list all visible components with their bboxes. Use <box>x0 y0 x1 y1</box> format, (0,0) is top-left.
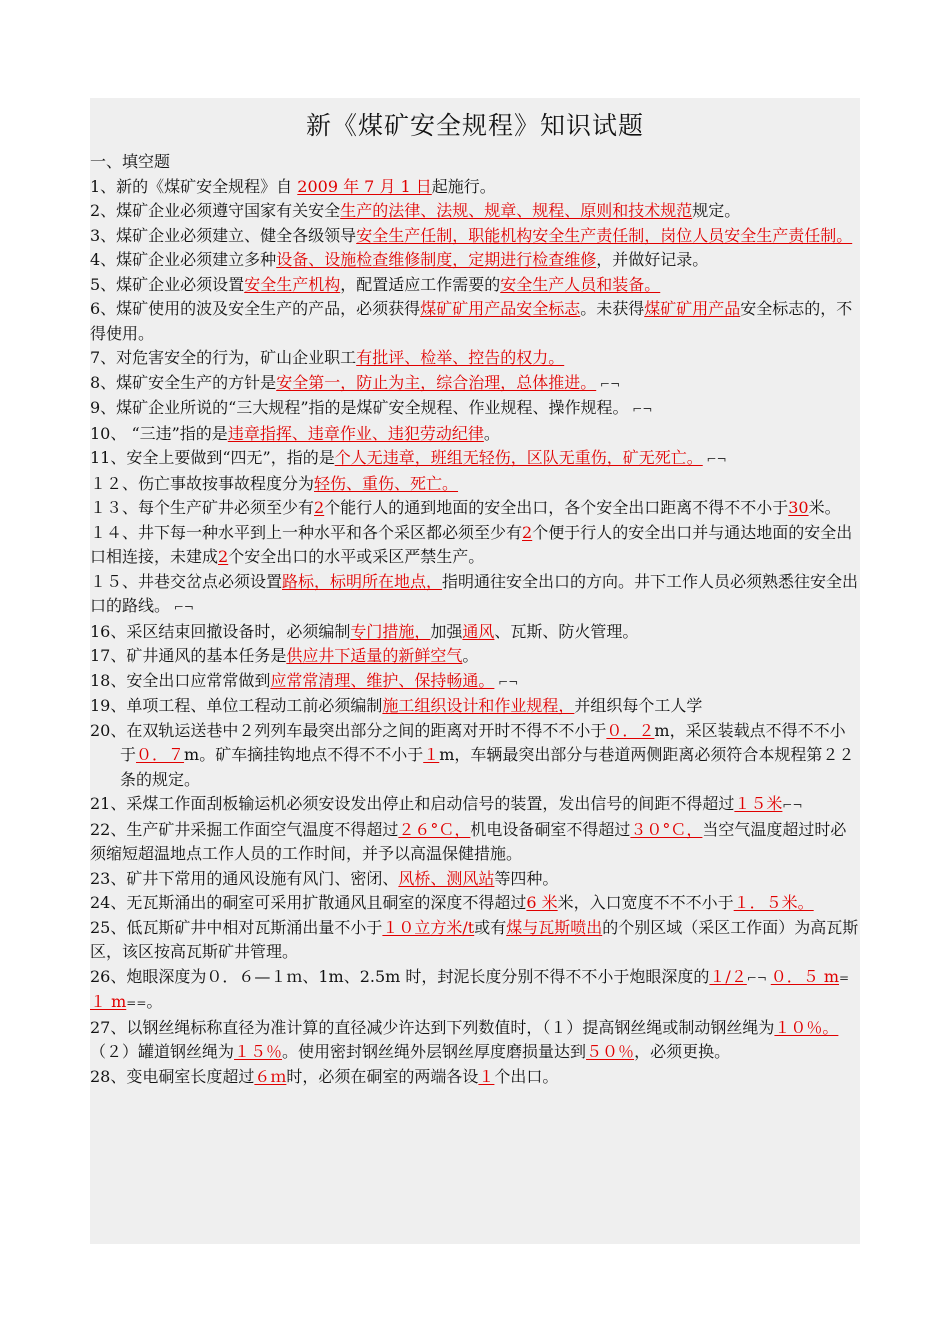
answer-text: 个人无违章，班组无轻伤，区队无重伤，矿无死亡。 <box>334 448 703 467</box>
question-text: 指明通往安全出口的方向。井下工作人员必须熟悉往安全出口的路线。 <box>90 571 859 615</box>
question-text: 个出口。 <box>494 1066 559 1086</box>
question-item <box>90 273 860 298</box>
question-item <box>90 346 860 371</box>
question-item <box>90 916 860 965</box>
question-text: 10、 “三违”指的是 <box>90 423 228 443</box>
question-text: 加强 <box>430 621 463 641</box>
question-text: １３、每个生产矿井必须至少有 <box>90 498 315 517</box>
question-text: 4、煤矿企业必须建立多种 <box>90 250 277 269</box>
question-item <box>90 1065 860 1090</box>
question-text: 11、安全上要做到“四无”，指的是 <box>90 448 335 467</box>
answer-text: 煤矿矿用产品 <box>644 299 741 318</box>
question-item <box>90 719 860 793</box>
question-item <box>90 792 860 818</box>
question-text: 规定。 <box>692 201 741 220</box>
question-item <box>90 396 860 422</box>
question-text: 。 <box>462 646 479 665</box>
answer-text: 安全生产机构 <box>244 274 341 294</box>
answer-text: 2 <box>314 498 325 517</box>
question-text: 时，必须在硐室的两端各设 <box>286 1066 479 1086</box>
answer-text: 30 <box>788 498 809 517</box>
question-item <box>90 496 860 521</box>
question-item <box>90 570 860 620</box>
answer-text: 安全生产人员和装备。 <box>500 274 661 294</box>
question-item <box>90 694 860 719</box>
question-item <box>90 867 860 892</box>
question-text: 5、煤矿企业必须设置 <box>90 274 245 294</box>
answer-text: ５０％ <box>586 1042 635 1061</box>
answer-text: ３０°Ｃ， <box>630 819 703 839</box>
answer-text: 路标，标明所在地点， <box>282 571 443 591</box>
edit-mark: ⌐¬ <box>628 402 653 416</box>
question-item <box>90 669 860 695</box>
question-text: 23、矿井下常用的通风设施有风门、密闭、 <box>90 868 399 888</box>
answer-text: 2009 年 7 月 1 日 <box>297 176 432 196</box>
question-text: 当空气温度超过时必须缩短超温地点工作人员的工作时间，并予以高温保健措施。 <box>90 819 847 863</box>
question-item <box>90 891 860 916</box>
question-text: m，车辆最突出部分与巷道两侧距离必须符合本规程第２２条的规定。 <box>120 745 855 789</box>
answer-text: 煤与瓦斯喷出 <box>506 917 603 937</box>
question-item <box>90 521 860 570</box>
answer-text: 施工组织设计和作业规程， <box>382 696 575 715</box>
question-text: 1、新的《煤矿安全规程》自 <box>90 176 298 196</box>
edit-mark: ⌐¬ <box>170 600 194 614</box>
question-text: 、瓦斯、防火管理。 <box>494 621 639 641</box>
question-text: 个能行人的通到地面的安全出口，各个安全出口距离不得不不小于 <box>324 498 789 517</box>
question-text: 或有 <box>474 917 507 937</box>
question-text: 27、以钢丝绳标称直径为准计算的直径减少许达到下列数值时，（１）提高钢丝绳或制动钢丝绳为 <box>90 1017 775 1037</box>
question-text: 3、煤矿企业必须建立、健全各级领导 <box>90 225 357 245</box>
question-item <box>90 446 860 472</box>
answer-text: 煤矿矿用产品安全标志 <box>420 299 581 318</box>
question-item <box>90 371 860 397</box>
answer-text: １/２ <box>709 966 747 986</box>
edit-mark: ⌐¬ <box>702 452 727 466</box>
question-text: ，必须更换。 <box>634 1042 731 1061</box>
question-item <box>90 472 860 497</box>
question-text: 26、炮眼深度为０．６—１ｍ、1m、2.5m 时，封泥长度分别不得不不小于炮眼深度的 <box>90 966 710 986</box>
question-item <box>90 644 860 669</box>
answer-text: 2 <box>522 522 533 542</box>
question-text: 米。 <box>808 498 841 517</box>
question-text: 8、煤矿安全生产的方针是 <box>90 372 277 392</box>
question-text: 2、煤矿企业必须遵守国家有关安全 <box>90 201 341 220</box>
question-text: 起施行。 <box>431 176 496 196</box>
answer-text: 通风 <box>462 621 495 641</box>
answer-text: 轻伤、重伤、死亡。 <box>314 473 459 493</box>
question-text: 6、煤矿使用的波及安全生产的产品，必须获得 <box>90 299 421 318</box>
question-text: 。使用密封钢丝绳外层钢丝厚度磨损量达到 <box>282 1042 587 1061</box>
question-text: 机电设备硐室不得超过 <box>470 819 631 839</box>
question-text: 25、低瓦斯矿井中相对瓦斯涌出量不小于 <box>90 917 383 937</box>
answer-text: 安全第一，防止为主，综合治理，总体推进。 <box>276 372 597 392</box>
question-item <box>90 224 860 249</box>
question-text: 并组织每个工人学 <box>574 696 703 715</box>
question-text: 等四种。 <box>494 868 559 888</box>
question-text: 9、煤矿企业所说的“三大规程”指的是煤矿安全规程、作业规程、操作规程。 <box>90 398 629 417</box>
question-item <box>90 297 860 346</box>
answer-text: 专门措施， <box>350 621 431 641</box>
question-text: 21、采煤工作面刮板输运机必须安设发出停止和启动信号的装置，发出信号的间距不得超过 <box>90 794 735 813</box>
answer-text: 6 米 <box>526 893 558 912</box>
question-text: 24、无瓦斯涌出的硐室可采用扩散通风且硐室的深度不得超过 <box>90 893 527 912</box>
answer-text: 应常常清理、维护、保持畅通。 <box>270 670 495 690</box>
question-text: ，配置适应工作需要的 <box>340 274 501 294</box>
question-text: 安全标志的，不得使用。 <box>90 299 853 343</box>
question-text: m，采区装载点不得不不小于 <box>120 720 846 764</box>
question-text: １５、井巷交岔点必须设置 <box>90 571 283 591</box>
question-text: 。未获得 <box>580 299 645 318</box>
question-text: m。矿车摘挂钩地点不得不不小于 <box>184 745 424 764</box>
edit-mark: ⌐¬ <box>494 674 519 689</box>
question-text: ，并做好记录。 <box>596 250 709 269</box>
answer-text: ０．５ m <box>770 966 840 986</box>
question-text: 个便于行人的安全出口并与通达地面的安全出口相连接，未建成 <box>90 522 853 566</box>
edit-mark: ⌐¬ <box>782 798 803 812</box>
question-text: 米，入口宽度不不不小于 <box>557 893 734 912</box>
question-text: 。 <box>483 423 500 443</box>
answer-text: 安全生产任制，职能机构安全生产责任制，岗位人员安全生产责任制。 <box>356 225 853 245</box>
answer-text: 2 <box>218 547 229 566</box>
edit-mark: = <box>839 970 850 985</box>
question-item <box>90 1016 860 1065</box>
question-text: 22、生产矿井采掘工作面空气温度不得超过 <box>90 819 399 839</box>
question-text: 28、变电硐室长度超过 <box>90 1066 255 1086</box>
question-text: １２、伤亡事故按事故程度分为 <box>90 473 315 493</box>
question-text: １４、井下每一种水平到上一种水平和各个采区都必须至少有 <box>90 522 523 542</box>
answer-text: 设备、设施检查维修制度，定期进行检查维修 <box>276 250 597 269</box>
question-item <box>90 422 860 447</box>
answer-text: １．５米。 <box>733 893 814 912</box>
question-text: 的个别区域（采区工作面）为高瓦斯区，该区按高瓦斯矿井管理。 <box>90 917 859 961</box>
answer-text: ０．７ <box>136 745 185 764</box>
answer-text: １ m <box>90 992 127 1011</box>
question-text: 16、采区结束回撤设备时，必须编制 <box>90 621 351 641</box>
fill-in-items <box>90 175 860 1090</box>
answer-text: １ <box>478 1066 495 1086</box>
edit-mark: == <box>126 996 147 1010</box>
question-text: 。 <box>146 992 163 1011</box>
answer-text: ２６°Ｃ， <box>398 819 471 839</box>
question-text: 17、矿井通风的基本任务是 <box>90 646 287 665</box>
question-text: 个安全出口的水平或采区严禁生产。 <box>228 547 485 566</box>
question-item <box>90 199 860 224</box>
question-item <box>90 620 860 645</box>
question-text: 7、对危害安全的行为，矿山企业职工 <box>90 348 357 367</box>
question-text: 18、安全出口应常常做到 <box>90 670 271 690</box>
question-text: 20、在双轨运送巷中２列列车最突出部分之间的距离对开时不得不不小于 <box>90 720 607 740</box>
question-text: 19、单项工程、单位工程动工前必须编制 <box>90 696 383 715</box>
question-item <box>90 965 860 1016</box>
answer-text: １５％ <box>234 1042 283 1061</box>
answer-text: ０．２ <box>606 720 655 740</box>
question-text: （２）罐道钢丝绳为 <box>90 1042 235 1061</box>
answer-text: 生产的法律、法规、规章、规程、原则和技术规范 <box>340 201 693 220</box>
answer-text: １０立方米/t <box>382 917 475 937</box>
edit-mark: ⌐¬ <box>596 376 621 391</box>
answer-text: 供应井下适量的新鲜空气 <box>286 646 463 665</box>
question-list <box>90 150 860 1089</box>
question-item <box>90 248 860 273</box>
answer-text: １０％。 <box>774 1017 839 1037</box>
answer-text: 风桥、测风站 <box>398 868 495 888</box>
edit-mark: ⌐¬ <box>746 970 771 985</box>
question-item <box>90 818 860 867</box>
answer-text: １ <box>423 745 440 764</box>
question-item <box>90 175 860 200</box>
answer-text: 有批评、检举、控告的权力。 <box>356 348 565 367</box>
document-title: 新《煤矿安全规程》知识试题 <box>305 111 644 140</box>
answer-text: 违章指挥、违章作业、违犯劳动纪律 <box>227 423 484 443</box>
answer-text: １５米 <box>734 794 783 813</box>
section-heading: 一、填空题 <box>90 152 171 171</box>
answer-text: ６ｍ <box>254 1066 287 1086</box>
